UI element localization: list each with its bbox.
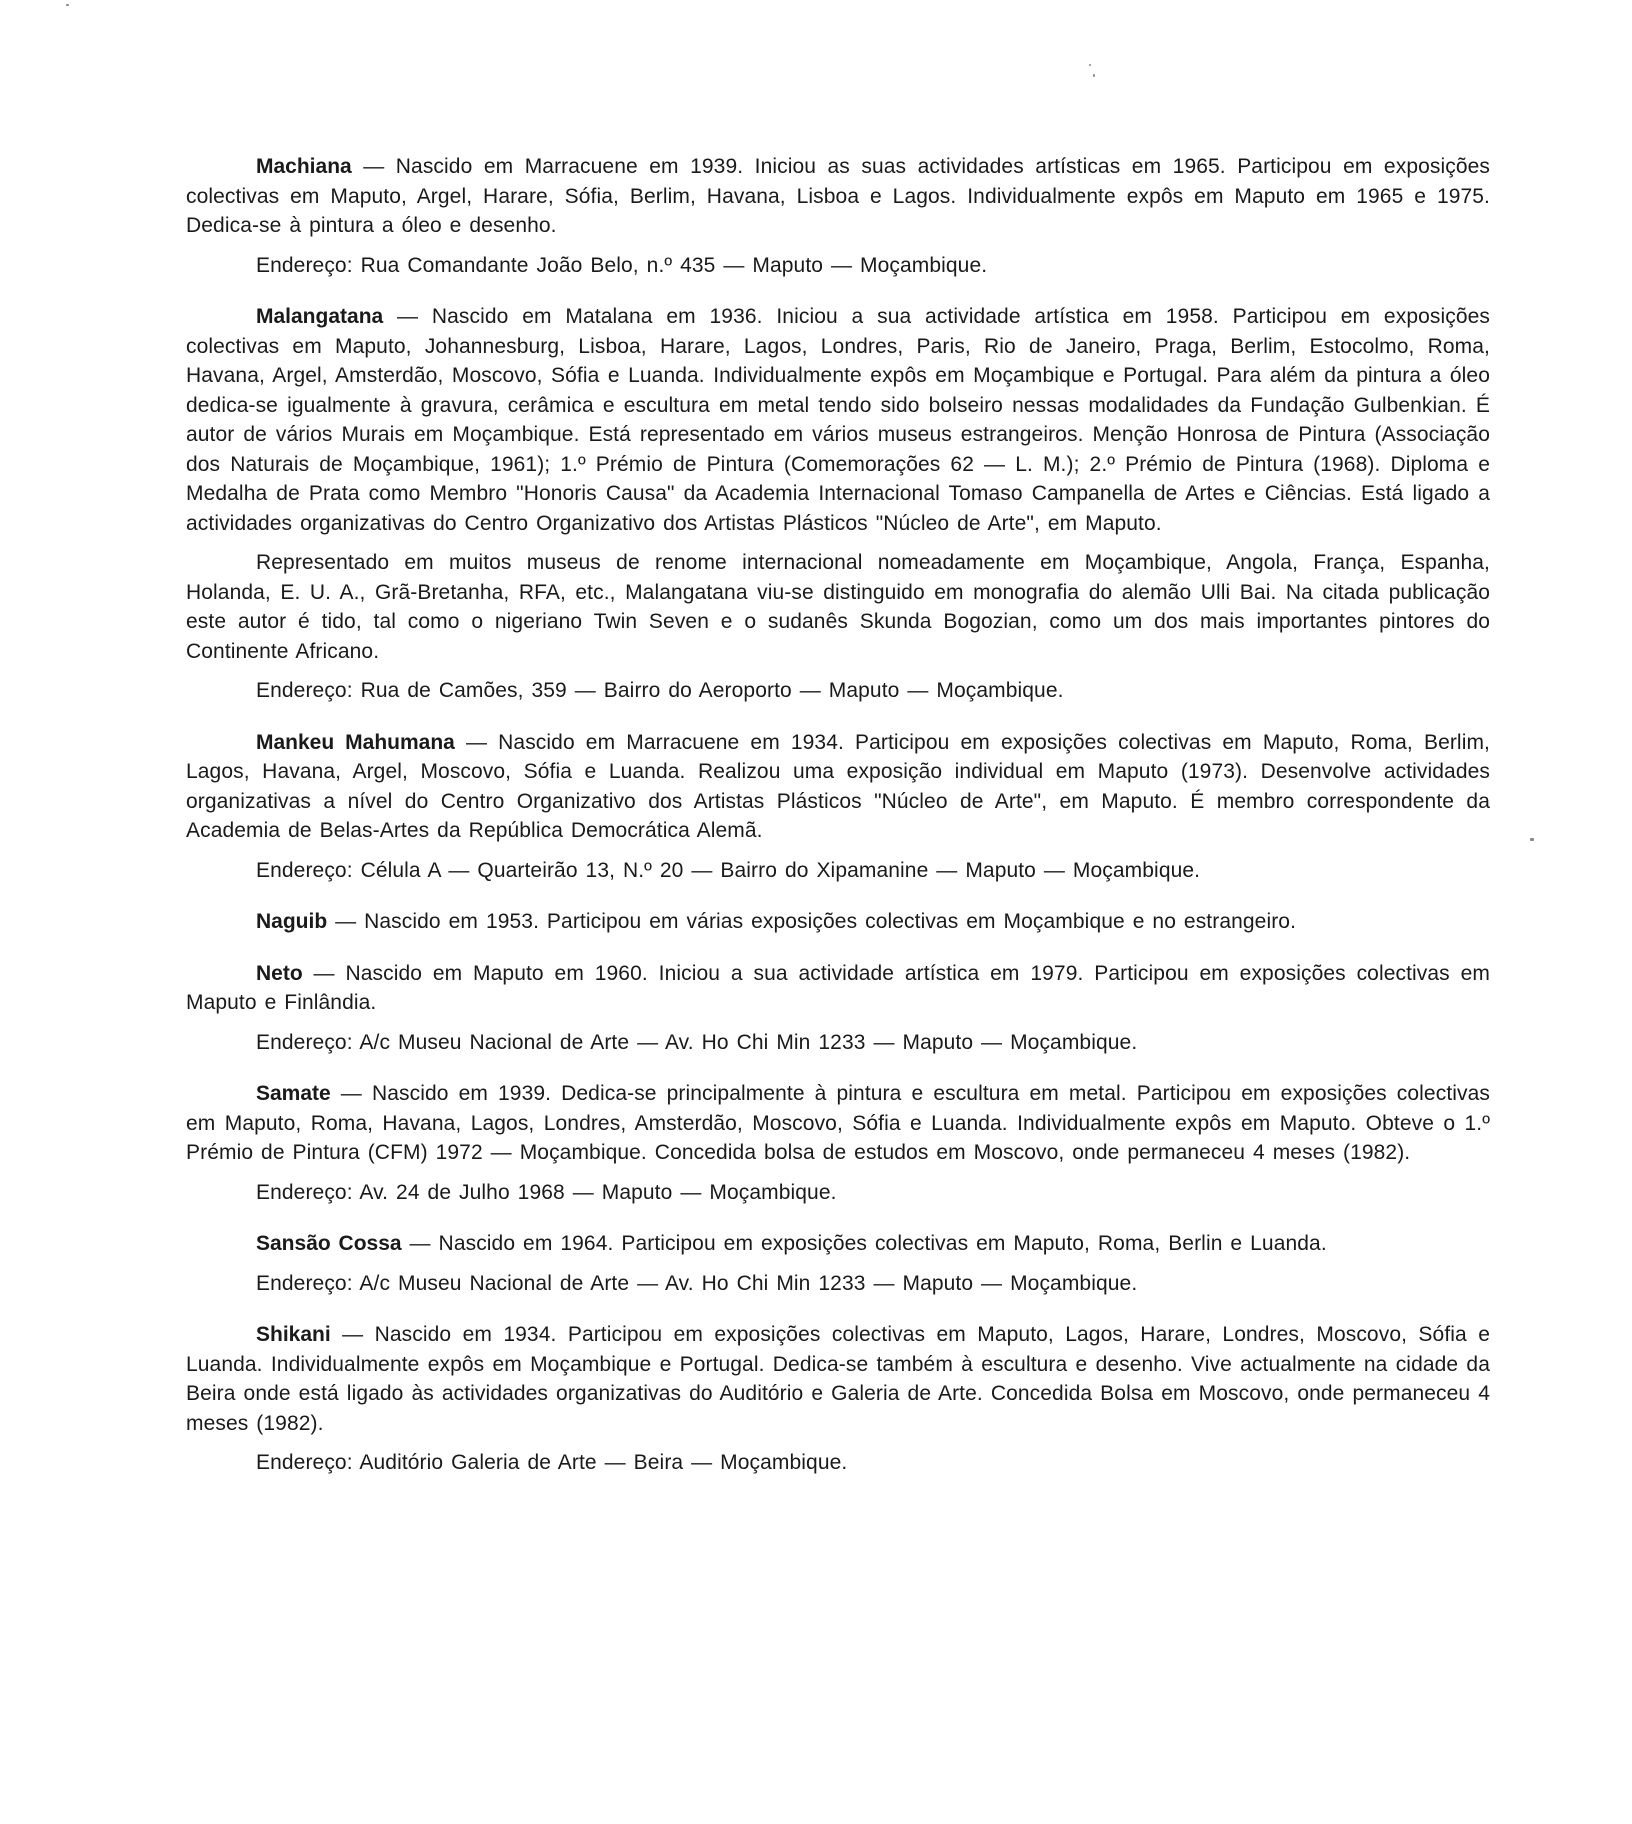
artist-entry-naguib bbox=[186, 907, 1490, 937]
bio-text: — Nascido em Maputo em 1960. Iniciou a sua actividade artística em 1979. Participou em exposições colectivas em Maputo e Finlândia. bbox=[186, 961, 1490, 1014]
bio-text: — Nascido em 1939. Dedica-se principalmente à pintura e escultura em metal. Participou em exposições colectivas em Maputo, Roma, Havana, Lagos, Londres, Amsterdão, Moscovo, Sófia e Luanda. Individualmente expôs em Maputo. Obteve o 1.º Prémio de Pintura (CFM) 1972 — Moçambique. Concedida bolsa de estudos em Moscovo, onde permaneceu 4 meses (1982). bbox=[186, 1082, 1490, 1164]
scan-speck bbox=[1093, 74, 1095, 77]
bio-text: — Nascido em 1953. Participou em várias exposições colectivas em Moçambique e no estrangeiro. bbox=[327, 910, 1297, 933]
artist-name: Shikani bbox=[256, 1323, 331, 1346]
artist-address: Endereço: A/c Museu Nacional de Arte — Av. Ho Chi Min 1233 — Maputo — Moçambique. bbox=[256, 1271, 1138, 1295]
artist-entry-sansao-cossa bbox=[186, 1229, 1490, 1298]
artist-name: Malangatana bbox=[256, 305, 384, 328]
scan-speck bbox=[1530, 838, 1534, 841]
artist-bio bbox=[186, 728, 1490, 846]
artist-entry-shikani bbox=[186, 1320, 1490, 1478]
artist-bio bbox=[186, 907, 1490, 937]
scan-speck bbox=[1089, 64, 1091, 66]
artist-bio bbox=[186, 959, 1490, 1018]
artist-address: Endereço: Célula A — Quarteirão 13, N.º 20 — Bairro do Xipamanine — Maputo — Moçambique. bbox=[256, 858, 1201, 882]
artist-bio-continued: Representado em muitos museus de renome internacional nomeadamente em Moçambique, Angola, França, Espanha, Holanda, E. U. A., Grã-Bretanha, RFA, etc., Malangatana viu-se distinguido em monografia do alemão Ulli Bai. Na citada publicação este autor é tido, tal como o nigeriano Twin Seven e o sudanês Skunda Bogozian, como um dos mais importantes pintores do Continente Africano. bbox=[186, 551, 1490, 663]
bio-text: — Nascido em Marracuene em 1934. Participou em exposições colectivas em Maputo, Roma, Berlim, Lagos, Havana, Argel, Moscovo, Sófia e Luanda. Realizou uma exposição individual em Maputo (1973). Desenvolve actividades organizativas a nível do Centro Organizativo dos Artistas Plásticos "Núcleo de Arte", em Maputo. É membro correspondente da Academia de Belas-Artes da República Democrática Alemã. bbox=[186, 730, 1490, 842]
artist-address: Endereço: Av. 24 de Julho 1968 — Maputo — Moçambique. bbox=[256, 1180, 837, 1204]
artist-entry-machiana bbox=[186, 152, 1490, 280]
bio-text: — Nascido em 1964. Participou em exposições colectivas em Maputo, Roma, Berlin e Luanda. bbox=[401, 1232, 1327, 1255]
artist-name: Samate bbox=[256, 1082, 331, 1105]
artist-entry-malangatana bbox=[186, 302, 1490, 706]
document-page bbox=[186, 152, 1490, 1500]
artist-bio bbox=[186, 152, 1490, 241]
artist-entry-samate bbox=[186, 1079, 1490, 1207]
artist-name: Mankeu Mahumana bbox=[256, 730, 455, 754]
artist-bio bbox=[186, 1079, 1490, 1168]
bio-text: — Nascido em 1934. Participou em exposições colectivas em Maputo, Lagos, Harare, Londres, Moscovo, Sófia e Luanda. Individualmente expôs em Moçambique e Portugal. Dedica-se também à escultura e desenho. Vive actualmente na cidade da Beira onde está ligado às actividades organizativas do Auditório e Galeria de Arte. Concedida Bolsa em Moscovo, onde permaneceu 4 meses (1982). bbox=[186, 1323, 1490, 1435]
artist-bio bbox=[186, 1229, 1490, 1259]
bio-text: — Nascido em Marracuene em 1939. Iniciou as suas actividades artísticas em 1965. Participou em exposições colectivas em Maputo, Argel, Harare, Sófia, Berlim, Havana, Lisboa e Lagos. Individualmente expôs em Maputo em 1965 e 1975. Dedica-se à pintura a óleo e desenho. bbox=[186, 155, 1490, 237]
artist-name: Naguib bbox=[256, 910, 328, 933]
artist-address: Endereço: A/c Museu Nacional de Arte — Av. Ho Chi Min 1233 — Maputo — Moçambique. bbox=[256, 1030, 1138, 1054]
artist-bio bbox=[186, 1320, 1490, 1438]
artist-name: Neto bbox=[256, 961, 303, 985]
artist-entry-mankeu-mahumana bbox=[186, 728, 1490, 886]
artist-address: Endereço: Rua de Camões, 359 — Bairro do Aeroporto — Maputo — Moçambique. bbox=[256, 679, 1064, 702]
bio-text: — Nascido em Matalana em 1936. Iniciou a sua actividade artística em 1958. Participou em exposições colectivas em Maputo, Johannesburg, Lisboa, Harare, Lagos, Londres, Paris, Rio de Janeiro, Praga, Berlim, Estocolmo, Roma, Havana, Argel, Amsterdão, Moscovo, Sófia e Luanda. Individualmente expôs em Moçambique e Portugal. Para além da pintura a óleo dedica-se igualmente à gravura, cerâmica e escultura em metal tendo sido bolseiro nessas modalidades da Fundação Gulbenkian. É autor de vários Murais em Moçambique. Está representado em vários museus estrangeiros. Menção Honrosa de Pintura (Associação dos Naturais de Moçambique, 1961); 1.º Prémio de Pintura (Comemorações 62 — L. M.); 2.º Prémio de Pintura (1968). Diploma e Medalha de Prata como Membro "Honoris Causa" da Academia Internacional Tomaso Campanella de Artes e Ciências. Está ligado a actividades organizativas do Centro Organizativo dos Artistas Plásticos "Núcleo de Arte", em Maputo. bbox=[186, 305, 1490, 535]
artist-name: Machiana bbox=[256, 155, 352, 178]
artist-bio bbox=[186, 302, 1490, 538]
artist-entry-neto bbox=[186, 959, 1490, 1058]
artist-name: Sansão Cossa bbox=[256, 1232, 402, 1255]
artist-address: Endereço: Rua Comandante João Belo, n.º 435 — Maputo — Moçambique. bbox=[256, 253, 988, 277]
scan-speck bbox=[66, 4, 69, 6]
artist-address: Endereço: Auditório Galeria de Arte — Beira — Moçambique. bbox=[256, 1451, 848, 1474]
